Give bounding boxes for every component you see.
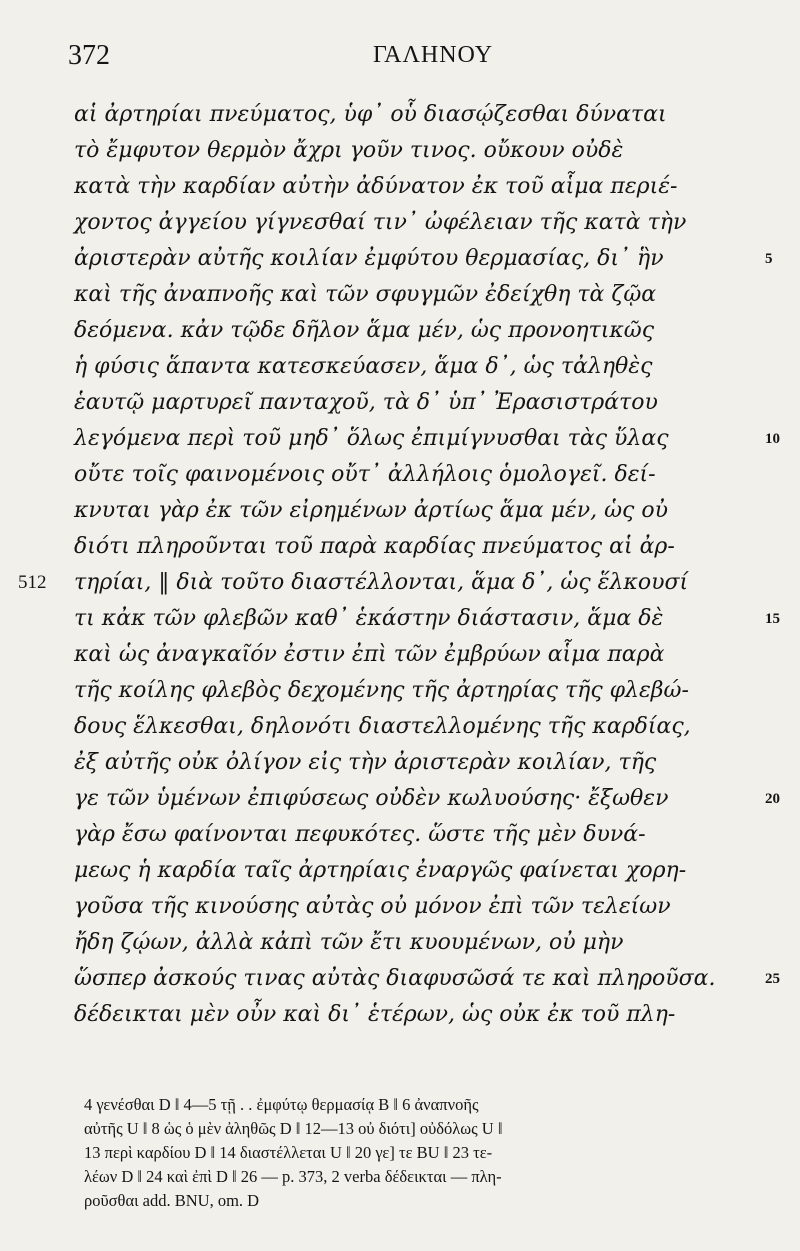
footnote-line: 4 γενέσθαι D ‖ 4—5 τῇ . . ἐμφύτῳ θερμασίᾳ B ‖ 6 ἀναπνοῆς [84,1095,479,1114]
text-line: καὶ ὡς ἀναγκαῖόν ἐστιν ἐπὶ τῶν ἐμβρύων αἷμα παρὰ [74,642,665,667]
text-line: κνυται γὰρ ἐκ τῶν εἰρημένων ἀρτίως ἅμα μέν, ὡς οὐ [74,498,668,523]
text-line: οὔτε τοῖς φαινομένοις οὔτ᾽ ἀλλήλοις ὁμολογεῖ. δεί- [74,462,656,487]
text-line: αἱ ἀρτηρίαι πνεύματος, ὑφ᾽ οὗ διασῴζεσθαι δύναται [74,102,667,127]
text-line: χοντος ἀγγείου γίγνεσθαί τιν᾽ ὠφέλειαν τῆς κατὰ τὴν [74,210,687,235]
line-number-5: 5 [765,251,773,267]
text-line: γὰρ ἔσω φαίνονται πεφυκότες. ὥστε τῆς μὲν δυνά- [74,822,646,847]
footnote-line: λέων D ‖ 24 καὶ ἐπὶ D ‖ 26 — p. 373, 2 verba δέδεικται — πλη- [84,1167,502,1186]
running-title: ΓΑΛΗΝΟΥ [373,42,494,68]
footnote-line: 13 περὶ καρδίου D ‖ 14 διαστέλλεται U ‖ 20 γε] τε BU ‖ 23 τε- [84,1143,493,1162]
critical-apparatus [84,1093,764,1213]
page-header [68,40,740,80]
text-line: διότι πληροῦνται τοῦ παρὰ καρδίας πνεύματος αἱ ἀρ- [74,534,675,559]
line-number-25: 25 [765,971,780,987]
footnote-line: ροῦσθαι add. BNU, om. D [84,1191,260,1210]
page-number: 372 [68,40,110,71]
text-line: δεόμενα. κἀν τῷδε δῆλον ἅμα μέν, ὡς προνοητικῶς [74,318,655,343]
text-line: ἑαυτῷ μαρτυρεῖ πανταχοῦ, τὰ δ᾽ ὑπ᾽ Ἐρασιστράτου [74,390,658,415]
text-line: ἐξ αὐτῆς οὐκ ὀλίγον εἰς τὴν ἀριστερὰν κοιλίαν, τῆς [74,750,657,775]
text-line: μεως ἡ καρδία ταῖς ἀρτηρίαις ἐναργῶς φαίνεται χορη- [74,858,687,883]
text-line: τηρίαι, ‖ διὰ τοῦτο διαστέλλονται, ἅμα δ᾽, ὡς ἕλκουσί [74,570,689,595]
text-line: γε τῶν ὑμένων ἐπιφύσεως οὐδὲν κωλυούσης· ἔξωθεν [74,786,669,811]
text-line: δους ἕλκεσθαι, δηλονότι διαστελλομένης τῆς καρδίας, [74,714,691,739]
text-line: καὶ τῆς ἀναπνοῆς καὶ τῶν σφυγμῶν ἐδείχθη τὰ ζῷα [74,282,657,307]
line-number-10: 10 [765,431,780,447]
footnote-line: αὐτῆς U ‖ 8 ὡς ὁ μὲν ἀληθῶς D ‖ 12—13 οὐ διότι] οὐδόλως U ‖ [84,1119,503,1138]
line-number-20: 20 [765,791,780,807]
text-line: τὸ ἔμφυτον θερμὸν ἄχρι γοῦν τινος. οὔκουν οὐδὲ [74,138,624,163]
text-line: ἤδη ζῴων, ἀλλὰ κἀπὶ τῶν ἔτι κυουμένων, οὐ μὴν [74,930,624,955]
text-line: λεγόμενα περὶ τοῦ μηδ᾽ ὅλως ἐπιμίγνυσθαι τὰς ὕλας [74,426,669,451]
text-line: γοῦσα τῆς κινούσης αὐτὰς οὐ μόνον ἐπὶ τῶν τελείων [74,894,671,919]
text-line: ὥσπερ ἀσκούς τινας αὐτὰς διαφυσῶσά τε καὶ πληροῦσα. [74,966,716,991]
text-line: τῆς κοίλης φλεβὸς δεχομένης τῆς ἀρτηρίας τῆς φλεβώ- [74,678,689,703]
text-line: δέδεικται μὲν οὖν καὶ δι᾽ ἑτέρων, ὡς οὐκ ἐκ τοῦ πλη- [74,1002,676,1027]
text-line: ἀριστερὰν αὐτῆς κοιλίαν ἐμφύτου θερμασίας, δι᾽ ἣν [74,246,664,271]
text-line: ἡ φύσις ἅπαντα κατεσκεύασεν, ἅμα δ᾽, ὡς τἀληθὲς [74,354,653,379]
text-line: τι κἀκ τῶν φλεβῶν καθ᾽ ἑκάστην διάστασιν, ἅμα δὲ [74,606,664,631]
line-number-15: 15 [765,611,780,627]
margin-page-reference: 512 [18,572,47,593]
text-line: κατὰ τὴν καρδίαν αὐτὴν ἀδύνατον ἐκ τοῦ αἷμα περιέ- [74,174,678,199]
